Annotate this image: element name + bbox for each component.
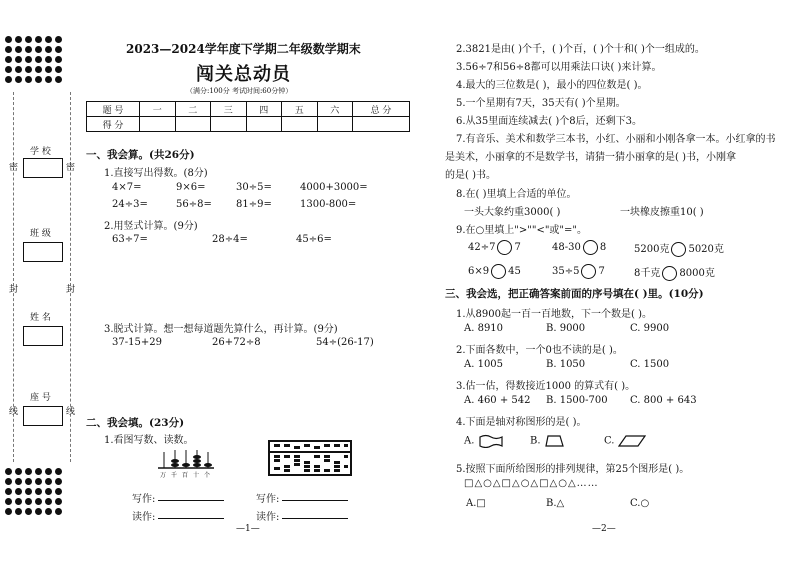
rod-label-qian: 千 <box>171 472 178 479</box>
score-row-label: 得 分 <box>87 117 140 132</box>
compare-left: 35÷5 <box>552 266 580 277</box>
q2-item: 63÷7= <box>112 234 148 245</box>
choice-q4-a[interactable] <box>464 434 504 448</box>
compare-item <box>552 264 605 279</box>
choice-q4-a-label: A. <box>464 435 475 447</box>
read-blank-2[interactable] <box>282 518 348 519</box>
choice-q5-b[interactable]: B.△ <box>546 498 565 509</box>
score-cell[interactable] <box>353 117 410 132</box>
q2-item: 45÷6= <box>296 234 332 245</box>
score-table <box>86 101 410 132</box>
score-cell[interactable] <box>282 117 318 132</box>
fill-q3: 3.56÷7和56÷8都可以用乘法口诀( )来计算。 <box>456 62 662 73</box>
binding-feng-r: 封 <box>66 285 76 295</box>
decorative-dots-top <box>5 36 64 85</box>
choice-q1-a[interactable]: A. 8910 <box>464 323 504 334</box>
q1-item: 9×6= <box>176 182 206 193</box>
compare-circle-input[interactable] <box>497 240 512 255</box>
fill-q4: 4.最大的三位数是( )，最小的四位数是( )。 <box>456 80 648 91</box>
parallelogram-shape-icon <box>618 434 646 448</box>
score-header: 一 <box>140 102 176 117</box>
q1-item: 4000+3000= <box>300 182 368 193</box>
compare-item <box>634 240 724 257</box>
compare-right: 5020克 <box>688 244 724 255</box>
fill-q5: 5.一个星期有7天，35天有( )个星期。 <box>456 98 626 109</box>
binding-feng: 封 <box>9 285 19 295</box>
write-label-2: 写作: <box>256 494 280 505</box>
compare-right: 45 <box>508 266 521 277</box>
choice-q2-a[interactable]: A. 1005 <box>464 359 504 370</box>
compare-right: 7 <box>514 242 521 253</box>
trapezoid-shape-icon <box>544 434 564 448</box>
score-cell[interactable] <box>246 117 282 132</box>
school-box[interactable] <box>23 158 63 178</box>
choice-q3: 3.估一估，得数接近1000 的算式有( )。 <box>456 381 636 392</box>
q2-item: 28÷4= <box>212 234 248 245</box>
exam-subtitle: 闯关总动员 <box>196 64 291 85</box>
abacus-image <box>268 440 352 476</box>
section-2-title: 二、我会填。(23分) <box>86 417 185 429</box>
write-blank-1[interactable] <box>158 500 224 501</box>
compare-circle-input[interactable] <box>662 266 677 281</box>
decorative-dots-bottom <box>5 468 64 517</box>
compare-item <box>468 240 521 255</box>
exam-meta: （满分:100分 考试时间:60分钟） <box>186 87 293 95</box>
compare-left: 6×9 <box>468 266 490 277</box>
score-cell[interactable] <box>317 117 353 132</box>
fill-q9: 9.在○里填上">""<"或"="。 <box>456 225 588 236</box>
seat-box[interactable] <box>23 406 63 426</box>
q1-item: 81÷9= <box>236 199 272 210</box>
score-header: 题 号 <box>87 102 140 117</box>
q1-item: 1300-800= <box>300 199 357 210</box>
fill-q7-line1: 7.有音乐、美术和数学三本书，小红、小丽和小刚各拿一本。小红拿的书 <box>456 134 776 145</box>
compare-circle-input[interactable] <box>491 264 506 279</box>
compare-right: 7 <box>598 266 605 277</box>
score-cell[interactable] <box>211 117 247 132</box>
choice-q4-b[interactable] <box>530 434 564 448</box>
fill-q6: 6.从35里面连续减去( )个8后，还剩下3。 <box>456 116 642 127</box>
sec2-q1: 1.看图写数、读数。 <box>104 435 194 446</box>
wave-flag-shape-icon <box>478 434 504 448</box>
exam-title: 2023—2024学年度下学期二年级数学期末 <box>126 42 361 56</box>
choice-q3-b[interactable]: B. 1500-700 <box>546 395 608 406</box>
choice-q2: 2.下面各数中，一个0也不读的是( )。 <box>456 345 623 356</box>
choice-q1-b[interactable]: B. 9000 <box>546 323 586 334</box>
compare-item <box>634 264 715 281</box>
q1-item: 30÷5= <box>236 182 272 193</box>
fill-q2: 2.3821是由( )个千，( )个百，( )个十和( )个一组成的。 <box>456 44 705 55</box>
score-header: 五 <box>282 102 318 117</box>
compare-circle-input[interactable] <box>583 240 598 255</box>
choice-q2-c[interactable]: C. 1500 <box>630 359 670 370</box>
compare-left: 48-30 <box>552 242 581 253</box>
rod-label-wan: 万 <box>160 472 167 479</box>
q2-title: 2.用竖式计算。(9分) <box>104 221 198 232</box>
fill-q8-b: 一块橡皮擦重10( ) <box>620 207 704 218</box>
choice-q5-a[interactable]: A.□ <box>466 498 486 509</box>
write-blank-2[interactable] <box>282 500 348 501</box>
choice-q1-c[interactable]: C. 9900 <box>630 323 670 334</box>
compare-left: 42÷7 <box>468 242 496 253</box>
q1-item: 56÷8= <box>176 199 212 210</box>
choice-q2-b[interactable]: B. 1050 <box>546 359 586 370</box>
fill-q7-line2: 是美术，小丽拿的不是数学书，请猜一猜小丽拿的是( )书，小刚拿 <box>445 152 736 163</box>
score-header: 四 <box>246 102 282 117</box>
binding-mi: 密 <box>9 163 19 173</box>
compare-left: 8千克 <box>634 268 661 279</box>
q3-item: 37-15+29 <box>112 337 162 348</box>
compare-right: 8 <box>599 242 607 253</box>
choice-q4: 4.下面是轴对称图形的是( )。 <box>456 417 587 428</box>
read-blank-1[interactable] <box>158 518 224 519</box>
choice-q5-sequence: □△○△□△○△□△○△…… <box>464 478 599 489</box>
choice-q4-b-label: B. <box>530 435 541 447</box>
page-number-2: —2— <box>592 524 616 534</box>
fill-q7-line3: 的是( )书。 <box>445 170 496 181</box>
fill-q8-a: 一头大象约重3000( ) <box>464 207 561 218</box>
seat-label: 座 号 <box>30 393 51 403</box>
rod-label-ge: 个 <box>204 472 211 479</box>
read-label-2: 读作: <box>256 512 280 523</box>
choice-q5-c[interactable]: C.○ <box>630 498 650 509</box>
choice-q4-c-label: C. <box>604 435 615 447</box>
rod-label-shi: 十 <box>193 472 200 479</box>
class-box[interactable] <box>23 242 63 262</box>
rod-label-bai: 百 <box>182 472 189 479</box>
score-header: 六 <box>317 102 353 117</box>
compare-item <box>468 264 521 279</box>
q3-title: 3.脱式计算。想一想每道题先算什么，再计算。(9分) <box>104 324 338 335</box>
write-label-1: 写作: <box>132 494 156 505</box>
choice-q1: 1.从8900起一百一百地数，下一个数是( )。 <box>456 309 652 320</box>
binding-xian: 线 <box>9 407 19 417</box>
score-header: 三 <box>211 102 247 117</box>
binding-xian-r: 线 <box>66 407 76 417</box>
q1-title: 1.直接写出得数。(8分) <box>104 168 208 179</box>
choice-q3-a[interactable]: A. 460 + 542 <box>464 395 531 406</box>
q3-item: 26+72÷8 <box>212 337 261 348</box>
choice-q4-c[interactable] <box>604 434 646 448</box>
choice-q3-c[interactable]: C. 800 + 643 <box>630 395 697 406</box>
score-header: 二 <box>175 102 211 117</box>
read-label-1: 读作: <box>132 512 156 523</box>
choice-q5: 5.按照下面所给图形的排列规律，第25个图形是( )。 <box>456 464 690 475</box>
class-label: 班 级 <box>30 229 51 239</box>
q1-item: 24÷3= <box>112 199 148 210</box>
name-label: 姓 名 <box>30 313 51 323</box>
name-box[interactable] <box>23 326 63 346</box>
page-number-1: —1— <box>236 524 260 534</box>
compare-right: 8000克 <box>679 268 715 279</box>
binding-mi-r: 密 <box>66 163 76 173</box>
fill-q8: 8.在( )里填上合适的单位。 <box>456 189 577 200</box>
section-1-title: 一、我会算。(共26分) <box>86 149 195 161</box>
compare-circle-input[interactable] <box>581 264 596 279</box>
compare-circle-input[interactable] <box>671 242 686 257</box>
score-cell[interactable] <box>140 117 176 132</box>
q3-item: 54÷(26-17) <box>316 337 374 348</box>
score-header: 总 分 <box>353 102 410 117</box>
score-cell[interactable] <box>175 117 211 132</box>
compare-left: 5200克 <box>634 244 670 255</box>
school-label: 学 校 <box>30 147 51 157</box>
compare-item <box>552 240 606 255</box>
section-3-title: 三、我会选，把正确答案前面的序号填在( )里。(10分) <box>445 288 704 300</box>
q1-item: 4×7= <box>112 182 142 193</box>
